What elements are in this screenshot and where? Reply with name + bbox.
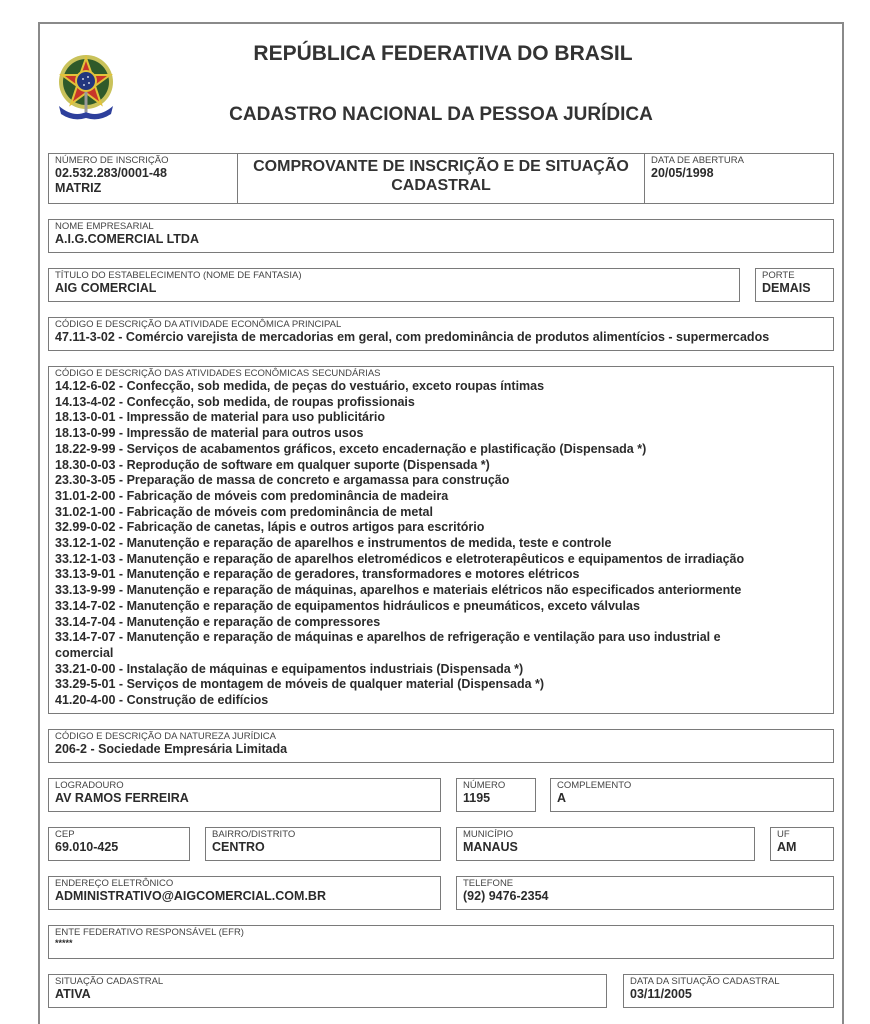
list-item: 41.20-4-00 - Construção de edifícios bbox=[55, 693, 269, 708]
situacao-value: ATIVA bbox=[55, 987, 91, 1001]
list-item: 33.12-1-03 - Manutenção e reparação de aparelhos eletromédicos e eletroterapêuticos e equipamentos de irradiação bbox=[55, 551, 745, 566]
bairro-box bbox=[205, 827, 441, 861]
list-item: 31.01-2-00 - Fabricação de móveis com predominância de madeira bbox=[55, 488, 449, 503]
bairro-value: CENTRO bbox=[212, 840, 265, 854]
data-situacao-label: DATA DA SITUAÇÃO CADASTRAL bbox=[630, 976, 780, 987]
numero-label: NÚMERO bbox=[463, 780, 506, 791]
complemento-box bbox=[550, 778, 834, 812]
uf-box bbox=[770, 827, 834, 861]
telefone-label: TELEFONE bbox=[463, 878, 514, 889]
atividades-secundarias-list bbox=[55, 379, 827, 709]
document-title-line2: CADASTRAL bbox=[391, 177, 491, 194]
nome-fantasia-label: TÍTULO DO ESTABELECIMENTO (NOME DE FANTASIA) bbox=[55, 270, 302, 281]
nome-empresarial-label: NOME EMPRESARIAL bbox=[55, 221, 154, 232]
municipio-box bbox=[456, 827, 755, 861]
logradouro-box bbox=[48, 778, 441, 812]
municipio-value: MANAUS bbox=[463, 840, 518, 854]
list-item: 23.30-3-05 - Preparação de massa de concreto e argamassa para construção bbox=[55, 473, 510, 488]
numero-value: 1195 bbox=[463, 791, 491, 805]
porte-box bbox=[755, 268, 834, 302]
abertura-value: 20/05/1998 bbox=[651, 166, 714, 180]
list-item: 18.30-0-03 - Reprodução de software em qualquer suporte (Dispensada *) bbox=[55, 457, 490, 472]
efr-box bbox=[48, 925, 834, 959]
list-item: 18.13-0-99 - Impressão de material para outros usos bbox=[55, 426, 364, 441]
bairro-label: BAIRRO/DISTRITO bbox=[212, 829, 296, 840]
logradouro-label: LOGRADOURO bbox=[55, 780, 124, 791]
inscricao-box bbox=[48, 153, 238, 204]
list-item: 14.13-4-02 - Confecção, sob medida, de roupas profissionais bbox=[55, 394, 415, 409]
list-item: 33.13-9-99 - Manutenção e reparação de máquinas, aparelhos e materiais elétricos não especificados anteriormente bbox=[55, 583, 742, 598]
abertura-box bbox=[644, 153, 834, 204]
telefone-value: (92) 9476-2354 bbox=[463, 889, 549, 903]
list-item: 33.14-7-02 - Manutenção e reparação de equipamentos hidráulicos e pneumáticos, exceto válvulas bbox=[55, 598, 640, 613]
atividades-secundarias-label: CÓDIGO E DESCRIÇÃO DAS ATIVIDADES ECONÔMICAS SECUNDÁRIAS bbox=[55, 368, 381, 379]
complemento-label: COMPLEMENTO bbox=[557, 780, 632, 791]
list-item: 33.12-1-02 - Manutenção e reparação de aparelhos e instrumentos de medida, teste e controle bbox=[55, 536, 612, 551]
list-item: 32.99-0-02 - Fabricação de canetas, lápis e outros artigos para escritório bbox=[55, 520, 485, 535]
cep-label: CEP bbox=[55, 829, 75, 840]
list-item: 18.22-9-99 - Serviços de acabamentos gráficos, exceto encadernação e plastificação (Dispensada *) bbox=[55, 441, 647, 456]
list-item: 14.12-6-02 - Confecção, sob medida, de peças do vestuário, exceto roupas íntimas bbox=[55, 379, 545, 393]
atividade-principal-value: 47.11-3-02 - Comércio varejista de mercadorias em geral, com predominância de produtos alimentícios - supermercados bbox=[55, 330, 770, 344]
telefone-box bbox=[456, 876, 834, 910]
cep-value: 69.010-425 bbox=[55, 840, 119, 854]
porte-label: PORTE bbox=[762, 270, 795, 281]
cnpj-value: 02.532.283/0001-48 bbox=[55, 166, 167, 180]
natureza-juridica-box bbox=[48, 729, 834, 763]
situacao-label: SITUAÇÃO CADASTRAL bbox=[55, 976, 164, 987]
nome-fantasia-value: AIG COMERCIAL bbox=[55, 281, 157, 295]
municipio-label: MUNICÍPIO bbox=[463, 829, 514, 840]
email-label: ENDEREÇO ELETRÔNICO bbox=[55, 878, 174, 889]
inscricao-label: NÚMERO DE INSCRIÇÃO bbox=[55, 155, 169, 166]
email-box bbox=[48, 876, 441, 910]
atividade-principal-label: CÓDIGO E DESCRIÇÃO DA ATIVIDADE ECONÔMICA PRINCIPAL bbox=[55, 319, 342, 330]
cep-box bbox=[48, 827, 190, 861]
data-situacao-value: 03/11/2005 bbox=[630, 987, 692, 1001]
data-situacao-box bbox=[623, 974, 834, 1008]
abertura-label: DATA DE ABERTURA bbox=[651, 155, 744, 166]
porte-value: DEMAIS bbox=[762, 281, 811, 295]
document-title bbox=[237, 153, 645, 204]
registry-title: CADASTRO NACIONAL DA PESSOA JURÍDICA bbox=[229, 104, 653, 125]
nome-empresarial-value: A.I.G.COMERCIAL LTDA bbox=[55, 232, 199, 246]
uf-label: UF bbox=[777, 829, 790, 840]
uf-value: AM bbox=[777, 840, 797, 854]
natureza-juridica-value: 206-2 - Sociedade Empresária Limitada bbox=[55, 742, 288, 756]
complemento-value: A bbox=[557, 791, 567, 805]
efr-label: ENTE FEDERATIVO RESPONSÁVEL (EFR) bbox=[55, 927, 244, 938]
logradouro-value: AV RAMOS FERREIRA bbox=[55, 791, 189, 805]
matriz-value: MATRIZ bbox=[55, 181, 102, 195]
list-item: 33.13-9-01 - Manutenção e reparação de geradores, transformadores e motores elétricos bbox=[55, 567, 580, 582]
country-title: REPÚBLICA FEDERATIVA DO BRASIL bbox=[253, 42, 633, 65]
list-item: 31.02-1-00 - Fabricação de móveis com predominância de metal bbox=[55, 504, 433, 519]
list-item: 33.21-0-00 - Instalação de máquinas e equipamentos industriais (Dispensada *) bbox=[55, 661, 524, 676]
document-title-line1: COMPROVANTE DE INSCRIÇÃO E DE SITUAÇÃO bbox=[253, 158, 629, 175]
email-value: ADMINISTRATIVO@AIGCOMERCIAL.COM.BR bbox=[55, 889, 326, 903]
atividade-principal-box bbox=[48, 317, 834, 351]
nome-empresarial-box bbox=[48, 219, 834, 253]
nome-fantasia-box bbox=[48, 268, 740, 302]
natureza-juridica-label: CÓDIGO E DESCRIÇÃO DA NATUREZA JURÍDICA bbox=[55, 731, 276, 742]
list-item: 33.14-7-04 - Manutenção e reparação de compressores bbox=[55, 614, 381, 629]
numero-box bbox=[456, 778, 536, 812]
list-item: 33.29-5-01 - Serviços de montagem de móveis de qualquer material (Dispensada *) bbox=[55, 677, 545, 692]
list-item: 33.14-7-07 - Manutenção e reparação de máquinas e aparelhos de refrigeração e ventilação para uso industrial e comercial bbox=[55, 630, 721, 660]
efr-value: ***** bbox=[55, 938, 73, 948]
atividades-secundarias-box bbox=[48, 366, 834, 714]
list-item: 18.13-0-01 - Impressão de material para uso publicitário bbox=[55, 410, 385, 425]
situacao-box bbox=[48, 974, 607, 1008]
